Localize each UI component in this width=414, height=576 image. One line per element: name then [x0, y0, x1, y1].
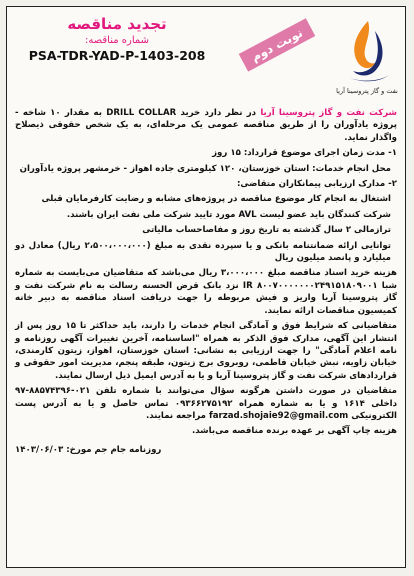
requirement-guarantee: توانایی ارائه ضمانتنامه بانکی و یا سپرده نقدی به مبلغ (۲،۵۰۰،۰۰۰،۰۰۰ ریال) معادل دو میلیارد و پانصد میلیون ریال: [15, 240, 391, 264]
tender-number: PSA-TDR-YAD-P-1403-208: [28, 48, 206, 63]
requirement-experience: اشتغال به انجام کار موضوع مناقصه در پروژه‌های مشابه و رضایت کارفرمایان قبلی: [41, 194, 391, 205]
newspaper-date: روزنامه جام جم مورخ: ۱۴۰۳/۰۶/۰۳: [15, 444, 162, 455]
submission-paragraph: متقاضیانی که شرایط فوق و آمادگی انجام خدمات را دارند، باید حداکثر تا ۱۵ روز پس از انتشار این آگهی، مدارک فوق الذکر به همراه "اساسنامه، آخرین تغییرات آگهی روزنامه و نامه اعلام آمادگی" را جهت ارزیابی به نشانی: استان خوزستان، اهواز، زیتون کارمندی، خیابان زاویه، نبش خیابان فاطمی، روبروی برج زیتون، طبقه پنجم، مدیریت امور حقوقی و قراردادهای شرکت نفت و گاز پتروسینا آریا و یا به آدرس ایمیل ذیل ارسال نمایند.: [15, 321, 397, 381]
documents-heading: ۲- مدارک ارزیابی پیمانکاران متقاضی:: [236, 179, 397, 190]
tender-notice: [6, 6, 406, 568]
company-name: شرکت نفت و گاز پتروسینا آریا: [260, 108, 398, 118]
logo-caption: نفت و گاز پتروسینا آریا: [336, 87, 398, 95]
publication-cost-note: هزینه چاپ آگهی بر عهده برنده مناقصه می‌باشد.: [191, 426, 397, 437]
fee-paragraph: هزینه خرید اسناد مناقصه مبلغ ۳،۰۰۰،۰۰۰ ریال می‌باشد که متقاضیان می‌بایست به شماره شبا IR ۸۰۰۷۰۰۰۰۰۰۰۲۴۹۱۵۱۸۰۹۰۰۱ نزد بانک قرض الحسنه رسالت به نام شرکت نفت و گاز پتروسینا آریا واریز و فیش مربوطه را جهت دریافت اسناد مناقصه به دبیر خانه کمیسیون مناقصات ارائه نمایند.: [15, 268, 397, 316]
company-logo-icon: [339, 17, 397, 87]
contact-paragraph: متقاضیان در صورت داشتن هرگونه سؤال می‌توانند با شماره تلفن ۰۲۱-۸۸۵۷۴۳۹۶-۹۷ داخلی ۱۶۱۴ و یا به شماره همراه ۰۹۳۶۶۲۷۵۱۹۲ تماس حاصل و یا به آدرس پست الکترونیکی farzad.shojaie92@gmail.com مراجعه نمایند.: [15, 386, 397, 421]
location-item: محل انجام خدمات: استان خوزستان، ۱۲۰ کیلومتری جاده اهواز - خرمشهر پروژه یادآوران: [19, 163, 391, 174]
duration-item: ۱- مدت زمان اجرای موضوع قرارداد: ۱۵ روز: [212, 148, 397, 159]
requirement-avl: شرکت کنندگان باید عضو لیست AVL مورد تایید شرکت ملی نفت ایران باشند.: [66, 209, 391, 220]
intro-text: در نظر دارد خرید DRILL COLLAR به مقدار ۱۰ شاخه - پروژه یادآوران را از طریق مناقصه عمومی یک مرحله‌ای، به یک شخص حقوقی ذیصلاح واگذار نماید.: [15, 108, 397, 143]
notice-title: تجدید مناقصه: [67, 15, 167, 33]
notice-body: [15, 107, 397, 456]
intro-paragraph: [15, 107, 397, 144]
second-notice-stamp: نوبت دوم: [239, 18, 315, 71]
tender-number-label: شماره مناقصه:: [84, 35, 150, 46]
requirement-financial: ترازمالی ۲ سال گذشته به تاریخ روز و مفاصاحساب مالیاتی: [142, 225, 391, 236]
title-block: [17, 13, 217, 63]
